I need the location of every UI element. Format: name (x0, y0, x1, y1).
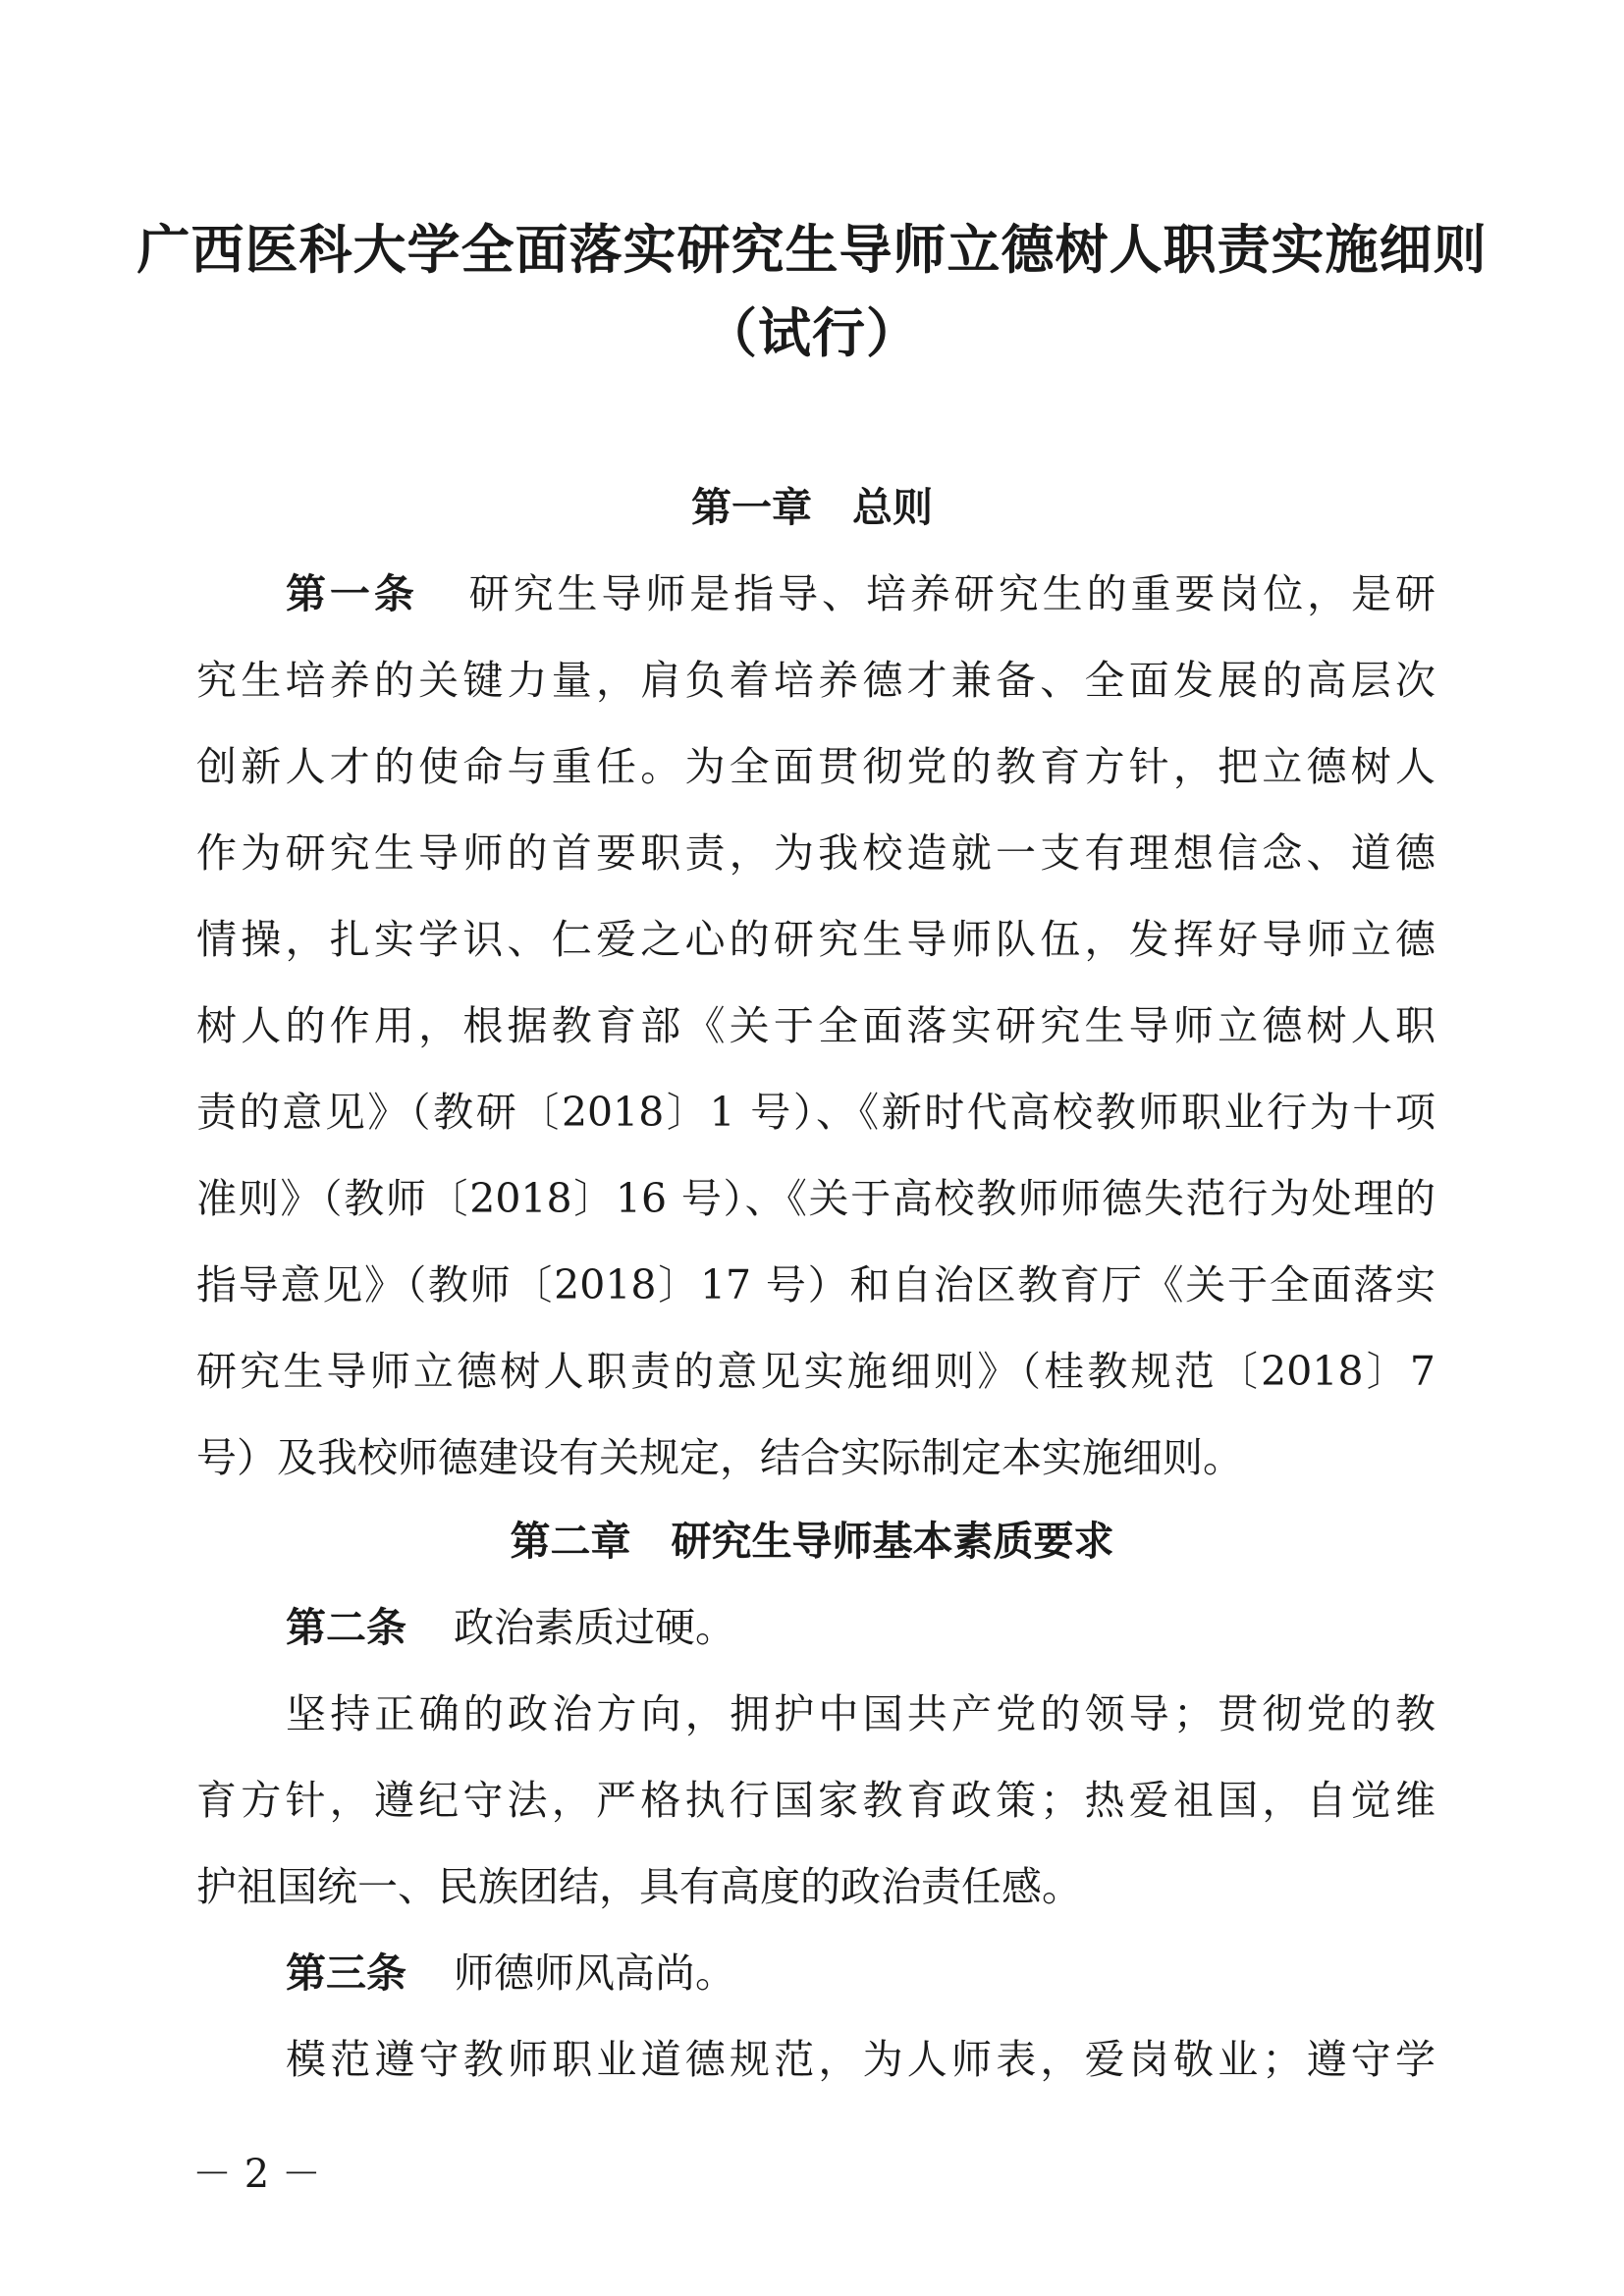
article-3-heading (286, 1949, 1435, 1998)
document-title: 广西医科大学全面落实研究生导师立德树人职责实施细则 (136, 219, 1488, 281)
article-1-line: 准则》（教师〔2018〕16 号）、《关于高校教师师德失范行为处理的 (196, 1175, 1435, 1222)
article-2-line: 护祖国统一、民族团结，具有高度的政治责任感。 (196, 1863, 1082, 1910)
article-1-line: 责的意见》（教研〔2018〕1 号）、《新时代高校教师职业行为十项 (196, 1089, 1435, 1136)
article-1-text: 研究生导师是指导、培养研究生的重要岗位，是研 (464, 570, 1435, 617)
page-number: － 2 － (192, 2152, 321, 2197)
article-3-label: 第三条 (286, 1949, 406, 1997)
document-subtitle: （试行） (704, 302, 920, 364)
article-1-line: 情操，扎实学识、仁爱之心的研究生导师队伍，发挥好导师立德 (196, 916, 1435, 963)
article-2-line: 坚持正确的政治方向，拥护中国共产党的领导；贯彻党的教 (286, 1690, 1435, 1737)
article-1-line: 作为研究生导师的首要职责，为我校造就一支有理想信念、道德 (196, 829, 1435, 877)
article-2-summary: 政治素质过硬。 (454, 1604, 735, 1651)
article-3-line: 模范遵守教师职业道德规范，为人师表，爱岗敬业；遵守学 (286, 2036, 1435, 2083)
article-3-summary: 师德师风高尚。 (454, 1949, 735, 1997)
article-1-line: 究生培养的关键力量，肩负着培养德才兼备、全面发展的高层次 (196, 657, 1435, 704)
article-1-line: 研究生导师立德树人职责的意见实施细则》（桂教规范〔2018〕7 (196, 1348, 1435, 1395)
article-2-line: 育方针，遵纪守法，严格执行国家教育政策；热爱祖国，自觉维 (196, 1777, 1435, 1824)
article-2-heading (286, 1603, 1435, 1652)
article-1-line: 树人的作用，根据教育部《关于全面落实研究生导师立德树人职 (196, 1002, 1435, 1049)
article-2-label: 第二条 (286, 1604, 406, 1651)
article-1-line: 号）及我校师德建设有关规定，结合实际制定本实施细则。 (196, 1434, 1243, 1481)
article-1-label: 第一条 (286, 570, 418, 617)
chapter-2-heading: 第二章 研究生导师基本素质要求 (510, 1518, 1114, 1565)
article-1-line: 创新人才的使命与重任。为全面贯彻党的教育方针，把立德树人 (196, 743, 1435, 790)
article-1-first-line (286, 569, 1435, 618)
article-1-line: 指导意见》（教师〔2018〕17 号）和自治区教育厅《关于全面落实 (196, 1261, 1435, 1308)
chapter-1-heading: 第一章 总则 (691, 484, 933, 531)
